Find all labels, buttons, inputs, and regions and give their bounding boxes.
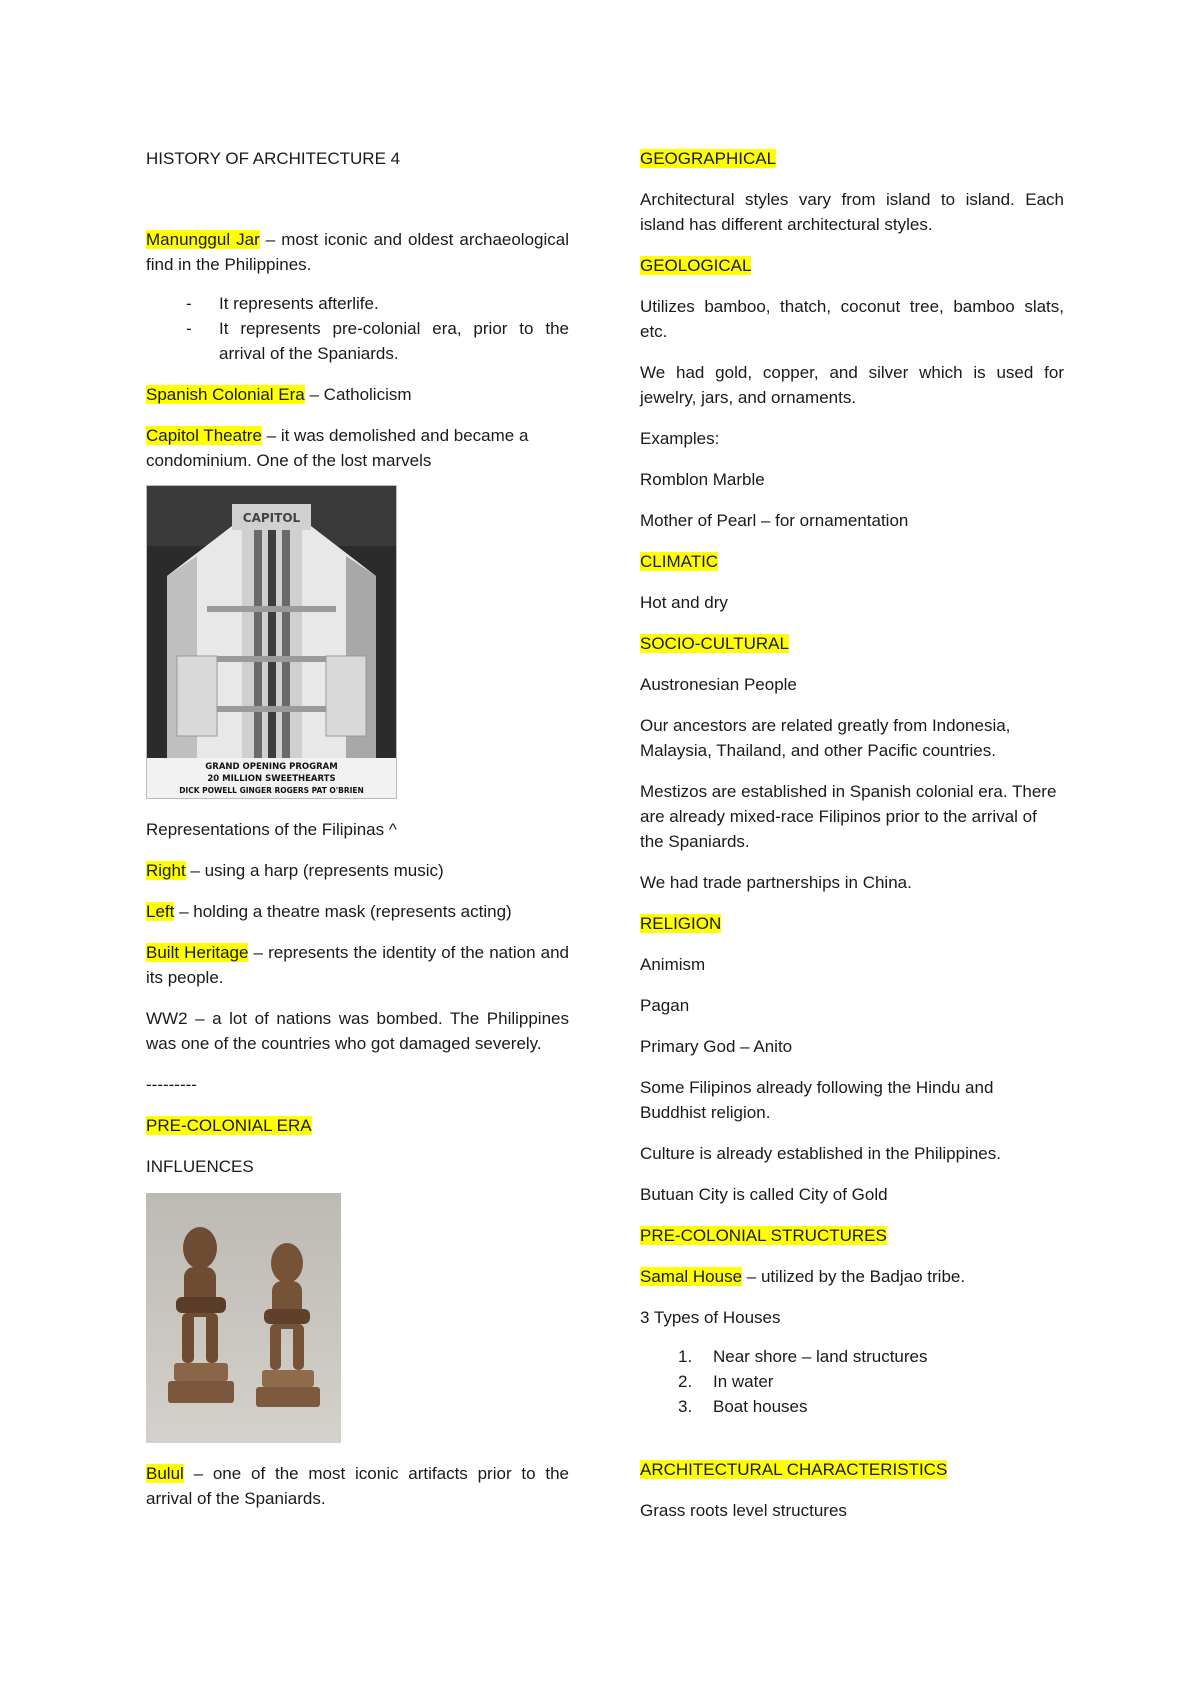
- ancestors-text: Our ancestors are related greatly from Indonesia, Malaysia, Thailand, and other Pacific countries.: [640, 716, 1011, 760]
- document-title: HISTORY OF ARCHITECTURE 4: [146, 149, 401, 168]
- bulul-desc: – one of the most iconic artifacts prior to the arrival of the Spaniards.: [146, 1464, 569, 1508]
- influences-heading: INFLUENCES: [146, 1157, 254, 1176]
- manunggul-desc: – most iconic and oldest archaeological find in the Philippines.: [146, 230, 569, 274]
- capitol-desc: – it was demolished and became a condominium. One of the lost marvels: [146, 426, 529, 470]
- capitol-theatre-photo: [146, 485, 397, 799]
- geographical-text: Architectural styles vary from island to island. Each island has different architectural styles.: [640, 190, 1064, 234]
- list-label: Near shore – land structures: [713, 1347, 928, 1366]
- animism-text: Animism: [640, 955, 706, 974]
- religion-label: RELIGION: [640, 914, 722, 933]
- built-heritage-term: Built Heritage: [146, 943, 249, 962]
- examples-label: Examples:: [640, 429, 720, 448]
- right-column: [640, 146, 1064, 1539]
- pre-colonial-structures-label: PRE-COLONIAL STRUCTURES: [640, 1226, 887, 1245]
- right-item-paragraph: [146, 858, 569, 883]
- primary-god-text: Primary God – Anito: [640, 1037, 793, 1056]
- pagan-text: Pagan: [640, 996, 690, 1015]
- list-item: [640, 1394, 1064, 1419]
- divider-text: ---------: [146, 1075, 197, 1094]
- spanish-era-term: Spanish Colonial Era: [146, 385, 305, 404]
- list-number: 1.: [678, 1347, 693, 1366]
- religion-heading: [640, 911, 1064, 936]
- bulul-photo: [146, 1193, 341, 1443]
- ww2-paragraph: WW2 – a lot of nations was bombed. The Philippines was one of the countries who got damaged severely.: [146, 1009, 569, 1053]
- romblon-marble: Romblon Marble: [640, 470, 765, 489]
- geographical-label: GEOGRAPHICAL: [640, 149, 777, 168]
- geological-text-2: We had gold, copper, and silver which is used for jewelry, jars, and ornaments.: [640, 363, 1064, 407]
- geographical-heading: [640, 146, 1064, 171]
- left-column: [146, 146, 569, 1527]
- top-sign-text: CAPITOL: [242, 511, 301, 525]
- socio-cultural-label: SOCIO-CULTURAL: [640, 634, 789, 653]
- bulul-image: [146, 1193, 341, 1443]
- mestizos-text: Mestizos are established in Spanish colonial era. There are already mixed-race Filipinos prior to the arrival of the Spaniards.: [640, 782, 1057, 851]
- mother-of-pearl: Mother of Pearl – for ornamentation: [640, 511, 909, 530]
- samal-house-term: Samal House: [640, 1267, 743, 1286]
- butuan-text: Butuan City is called City of Gold: [640, 1185, 888, 1204]
- capitol-term: Capitol Theatre: [146, 426, 262, 445]
- left-item-desc: – holding a theatre mask (represents acting): [174, 902, 512, 921]
- marquee-line-3: DICK POWELL GINGER ROGERS PAT O'BRIEN: [179, 786, 364, 795]
- spanish-era-paragraph: [146, 382, 569, 407]
- architectural-characteristics-label: ARCHITECTURAL CHARACTERISTICS: [640, 1460, 948, 1479]
- list-number: 3.: [678, 1397, 693, 1416]
- architectural-characteristics-heading: [640, 1457, 1064, 1482]
- list-label: Boat houses: [713, 1397, 808, 1416]
- left-item-paragraph: [146, 899, 569, 924]
- geological-text-1: Utilizes bamboo, thatch, coconut tree, bamboo slats, etc.: [640, 297, 1064, 341]
- capitol-paragraph: [146, 423, 569, 473]
- house-types-list: [640, 1344, 1064, 1419]
- spanish-era-desc: – Catholicism: [304, 385, 412, 404]
- trade-text: We had trade partnerships in China.: [640, 873, 912, 892]
- representations-caption: Representations of the Filipinas ^: [146, 820, 397, 839]
- bulul-paragraph: [146, 1461, 569, 1511]
- climatic-label: CLIMATIC: [640, 552, 719, 571]
- right-item-desc: – using a harp (represents music): [185, 861, 444, 880]
- austronesian-people: Austronesian People: [640, 675, 797, 694]
- built-heritage-paragraph: [146, 940, 569, 990]
- bulul-term: Bulul: [146, 1464, 184, 1483]
- climatic-heading: [640, 549, 1064, 574]
- bullet-item: - It represents afterlife.: [146, 291, 569, 316]
- marquee-line-1: GRAND OPENING PROGRAM: [205, 762, 338, 772]
- manunggul-paragraph: [146, 227, 569, 277]
- geological-label: GEOLOGICAL: [640, 256, 752, 275]
- left-item-term: Left: [146, 902, 175, 921]
- spacer: [640, 1435, 1064, 1457]
- samal-house-paragraph: [640, 1264, 1064, 1289]
- samal-house-desc: – utilized by the Badjao tribe.: [742, 1267, 966, 1286]
- list-label: In water: [713, 1372, 774, 1391]
- grass-roots-text: Grass roots level structures: [640, 1501, 847, 1520]
- list-number: 2.: [678, 1372, 693, 1391]
- built-heritage-desc: – represents the identity of the nation and its people.: [146, 943, 569, 987]
- list-item: [640, 1344, 1064, 1369]
- hot-and-dry: Hot and dry: [640, 593, 728, 612]
- marquee-line-2: 20 MILLION SWEETHEARTS: [207, 774, 336, 784]
- pre-colonial-structures-heading: [640, 1223, 1064, 1248]
- manunggul-bullets: [146, 291, 569, 366]
- pre-colonial-era-heading: [146, 1113, 569, 1138]
- pre-colonial-era-label: PRE-COLONIAL ERA: [146, 1116, 312, 1135]
- house-types-label: 3 Types of Houses: [640, 1308, 781, 1327]
- bullet-item: - It represents pre-colonial era, prior to the arrival of the Spaniards.: [146, 316, 569, 366]
- right-item-term: Right: [146, 861, 186, 880]
- culture-text: Culture is already established in the Philippines.: [640, 1144, 1001, 1163]
- list-item: [640, 1369, 1064, 1394]
- hindu-text: Some Filipinos already following the Hindu and Buddhist religion.: [640, 1078, 994, 1122]
- capitol-theatre-image: [147, 486, 396, 798]
- manunggul-term: Manunggul Jar: [146, 230, 260, 249]
- geological-heading: [640, 253, 1064, 278]
- socio-cultural-heading: [640, 631, 1064, 656]
